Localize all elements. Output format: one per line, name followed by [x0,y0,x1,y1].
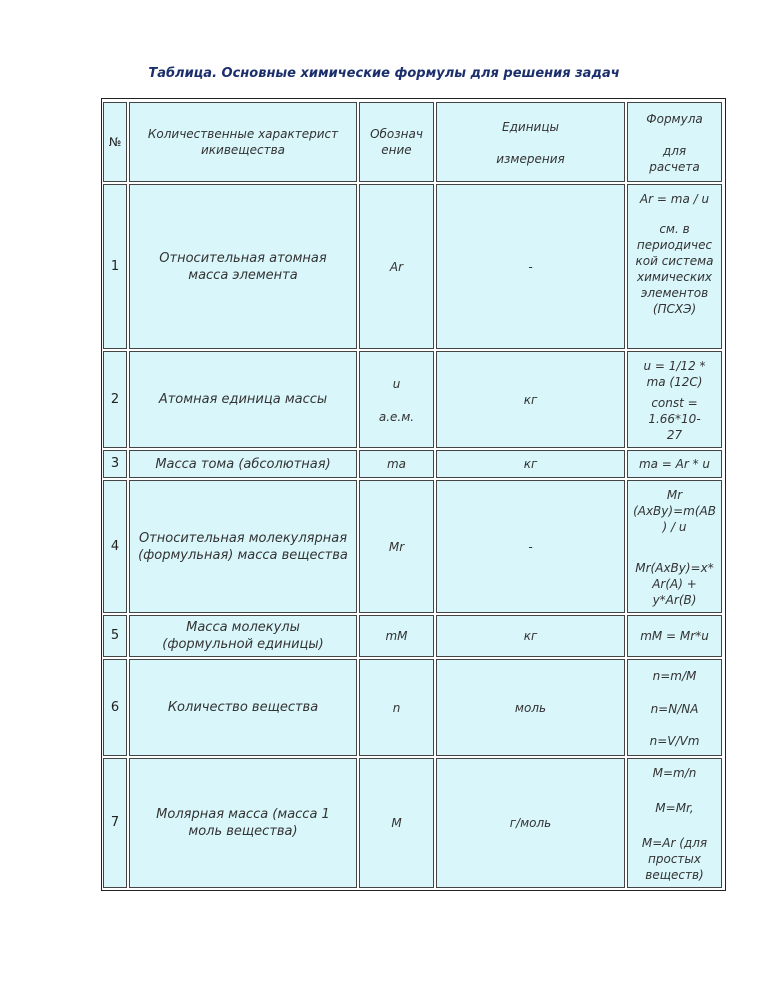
header-symbol: Обознач ение [359,102,434,182]
row-3-symbol: ma [359,450,434,478]
row-4-units: - [436,480,625,613]
row-1-units: - [436,184,625,349]
row-7-num: 7 [103,758,127,888]
row-2-name: Атомная единица массы [129,351,357,448]
row-2-formula: u = 1/12 * ma (12C) const = 1.66*10-27 [627,351,722,448]
row-7-units: г/моль [436,758,625,888]
row-2-num: 2 [103,351,127,448]
row-3-formula: ma = Ar * u [627,450,722,478]
row-5-name: Масса молекулы (формульной единицы) [129,615,357,657]
row-7-name: Молярная масса (масса 1 моль вещества) [129,758,357,888]
row-3-units: кг [436,450,625,478]
row-2-units: кг [436,351,625,448]
row-6-name: Количество вещества [129,659,357,756]
row-4-name: Относительная молекулярная (формульная) масса вещества [129,480,357,613]
row-5-symbol: mM [359,615,434,657]
row-1-num: 1 [103,184,127,349]
header-num: № [103,102,127,182]
row-5-num: 5 [103,615,127,657]
row-7-formula: M=m/n M=Mr, M=Ar (для простых веществ) [627,758,722,888]
row-4-formula: Mr (AxBy)=m(AB ) / u Mr(AxBy)=x* Ar(A) + y*Ar(B) [627,480,722,613]
row-3-num: 3 [103,450,127,478]
row-7-symbol: M [359,758,434,888]
row-4-symbol: Mr [359,480,434,613]
row-1-symbol: Ar [359,184,434,349]
row-6-symbol: n [359,659,434,756]
row-3-name: Масса тома (абсолютная) [129,450,357,478]
row-2-symbol: u а.е.м. [359,351,434,448]
row-6-units: моль [436,659,625,756]
header-formula: Формула для расчета [627,102,722,182]
row-4-num: 4 [103,480,127,613]
header-quantity: Количественные характерист икивещества [129,102,357,182]
row-6-formula: n=m/M n=N/NA n=V/Vm [627,659,722,756]
row-5-formula: mM = Mr*u [627,615,722,657]
row-1-formula: Ar = ma / u см. в периодичес кой системa химических элементов (ПСХЭ) [627,184,722,349]
page-title: Таблица. Основные химические формулы для решения задач [148,66,620,81]
row-6-num: 6 [103,659,127,756]
row-5-units: кг [436,615,625,657]
row-1-name: Относительная атомная масса элемента [129,184,357,349]
header-units: Единицы измерения [436,102,625,182]
